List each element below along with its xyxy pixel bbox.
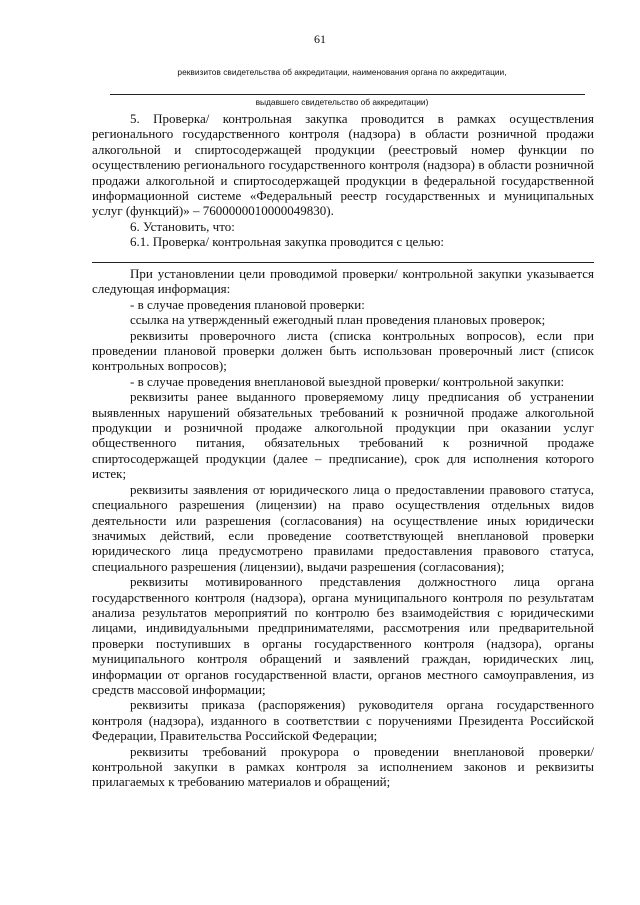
purpose-instructions — [92, 266, 594, 790]
para-unplanned: - в случае проведения внеплановой выездной проверки/ контрольной закупки: — [130, 373, 565, 389]
para-application: реквизиты заявления от юридического лица о предоставлении правового статуса, специального разрешения (лицензии) на право осуществления отдельных видов деятельности или разрешения (согласования) на осуществление иных юридически значимых действий, если проведение соответствующей внеплановой проверки юридического лица предусмотрено правилами предоставления правового статуса, специального разрешения (лицензии), выдачи разрешения (согласования); — [92, 481, 594, 574]
purpose-blank-rule — [92, 262, 594, 263]
header-rule — [110, 94, 585, 95]
para-intro: При установлении цели проводимой проверки/ контрольной закупки указывается следующая информация: — [92, 266, 594, 297]
section-5-6 — [92, 111, 594, 250]
header-caption-2: выдавшего свидетельство об аккредитации) — [255, 97, 429, 107]
para-planned: - в случае проведения плановой проверки: — [130, 296, 365, 312]
para-plan-link: ссылка на утвержденный ежегодный план проведения плановых проверок; — [130, 312, 546, 328]
para-checklist: реквизиты проверочного листа (списка контрольных вопросов), если при проведении плановой проверки должен быть использован проверочный лист (список контрольных вопросов); — [92, 327, 594, 374]
paragraph-6-1: 6.1. Проверка/ контрольная закупка проводится с целью: — [130, 234, 445, 250]
header-caption-1: реквизитов свидетельства об аккредитации, наименования органа по аккредитации, — [177, 67, 507, 77]
para-motivated: реквизиты мотивированного представления должностного лица органа государственного контроля (надзора), органа муниципального контроля по результатам анализа результатов мероприятий по контролю без взаимодействия с юридическими лицами, индивидуальными предпринимателями, рассмотрения или предварительной проверки поступивших в органы государственного контроля (надзора), органы муниципального контроля обращений и заявлений граждан, юридических лиц, информации от органов государственной власти, органов местного самоуправления, из средств массовой информации; — [92, 574, 594, 697]
para-order: реквизиты ранее выданного проверяемому лицу предписания об устранении выявленных нарушений обязательных требований к розничной продаже алкогольной продукции и розничной продаже алкогольной продукции при оказании услуг общественного питания, обязательных требований к розничной продаже спиртосодержащей продукции (далее – предписание), срок для исполнения которого истек; — [92, 389, 594, 482]
paragraph-5: 5. Проверка/ контрольная закупка проводится в рамках осуществления регионального государственного контроля (надзора) в области розничной продажи алкогольной и спиртосодержащей продукции (реестровый номер функции по осуществлению регионального государственного контроля (надзора) в области розничной продажи алкогольной и спиртосодержащей продукции в федеральной государственной информационной системе «Федеральный реестр государственных и муниципальных услуг (функций)» – 7600000010000049830). — [92, 111, 594, 219]
para-decree: реквизиты приказа (распоряжения) руководителя органа государственного контроля (надзора), изданного в соответствии с поручениями Президента Российской Федерации, Правительства Российской Федерации; — [92, 697, 594, 744]
para-prosecutor: реквизиты требований прокурора о проведении внеплановой проверки/ контрольной закупки в рамках контроля за исполнением законов и реквизиты прилагаемых к требованию материалов и обращений; — [92, 743, 594, 790]
paragraph-6: 6. Установить, что: — [130, 218, 235, 234]
page-number: 61 — [314, 32, 326, 46]
